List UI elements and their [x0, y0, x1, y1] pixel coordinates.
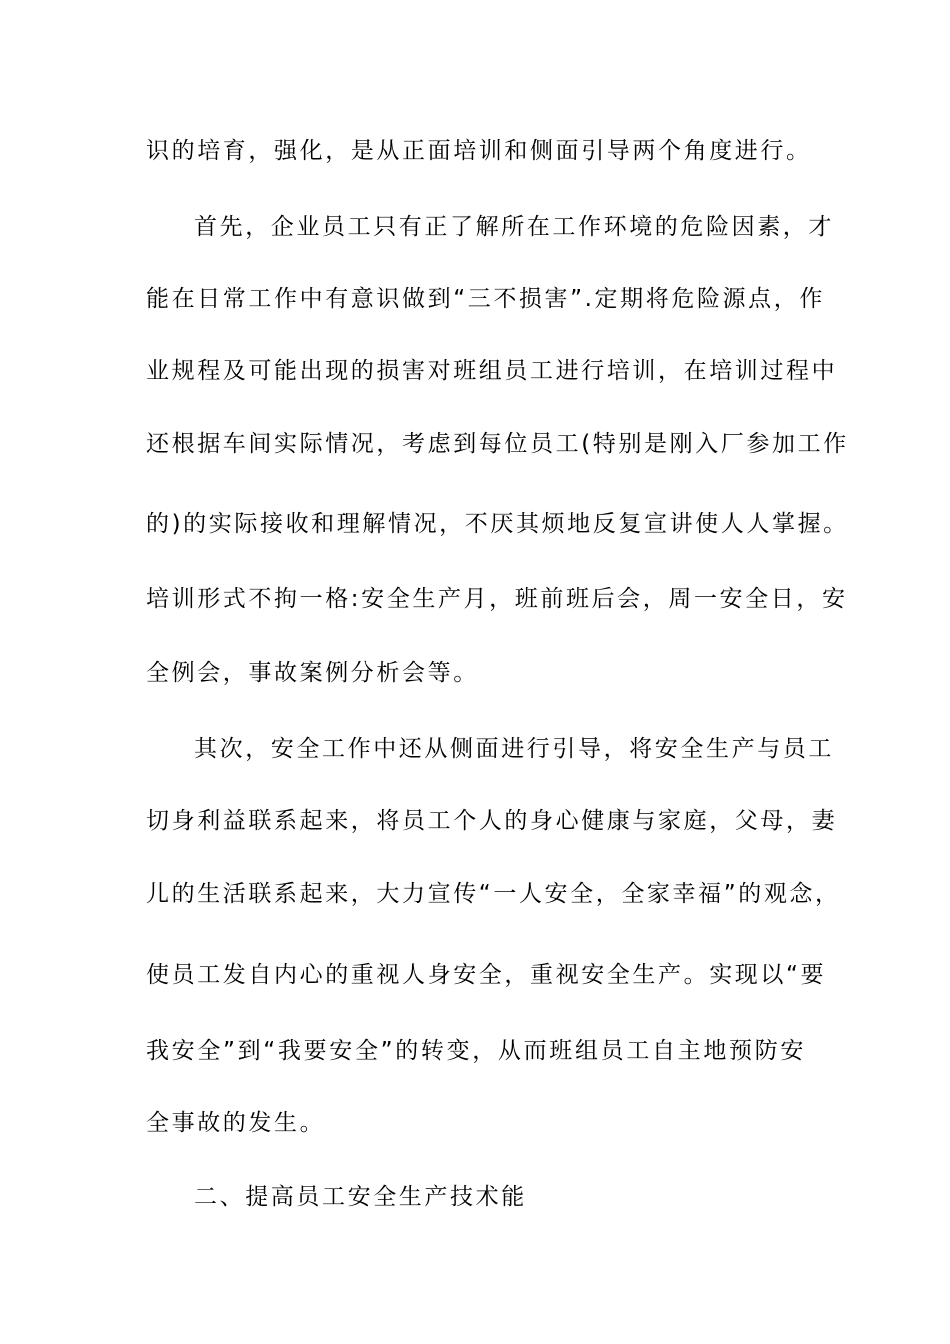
text-line: 识的培育，强化，是从正面培训和侧面引导两个角度进行。: [146, 138, 812, 164]
text-line: 培训形式不拘一格:安全生产月，班前班后会，周一安全日，安: [146, 586, 848, 612]
text-line: 的)的实际接收和理解情况，不厌其烦地反复宣讲使人人掌握。: [146, 511, 849, 537]
paragraph-first-line: 其次，安全工作中还从侧面进行引导，将安全生产与员工: [194, 736, 834, 762]
section-heading: 二、提高员工安全生产技术能: [194, 1184, 527, 1210]
text-line: 能在日常工作中有意识做到“三不损害”.定期将危险源点，作: [146, 286, 825, 312]
text-line: 还根据车间实际情况，考虑到每位员工(特别是刚入厂参加工作: [146, 431, 849, 457]
text-line: 全例会，事故案例分析会等。: [146, 660, 479, 686]
text-line: 使员工发自内心的重视人身安全，重视安全生产。实现以“要: [146, 962, 827, 988]
text-line: 切身利益联系起来，将员工个人的身心健康与家庭，父母，妻: [146, 808, 838, 834]
text-line: 我安全”到“我要安全”的转变，从而班组员工自主地预防安: [146, 1038, 806, 1064]
text-line: 全事故的发生。: [146, 1110, 326, 1136]
text-line: 儿的生活联系起来，大力宣传“一人安全，全家幸福”的观念，: [146, 881, 841, 907]
paragraph-first-line: 首先，企业员工只有正了解所在工作环境的危险因素，才: [194, 214, 834, 240]
text-line: 业规程及可能出现的损害对班组员工进行培训，在培训过程中: [146, 358, 838, 384]
